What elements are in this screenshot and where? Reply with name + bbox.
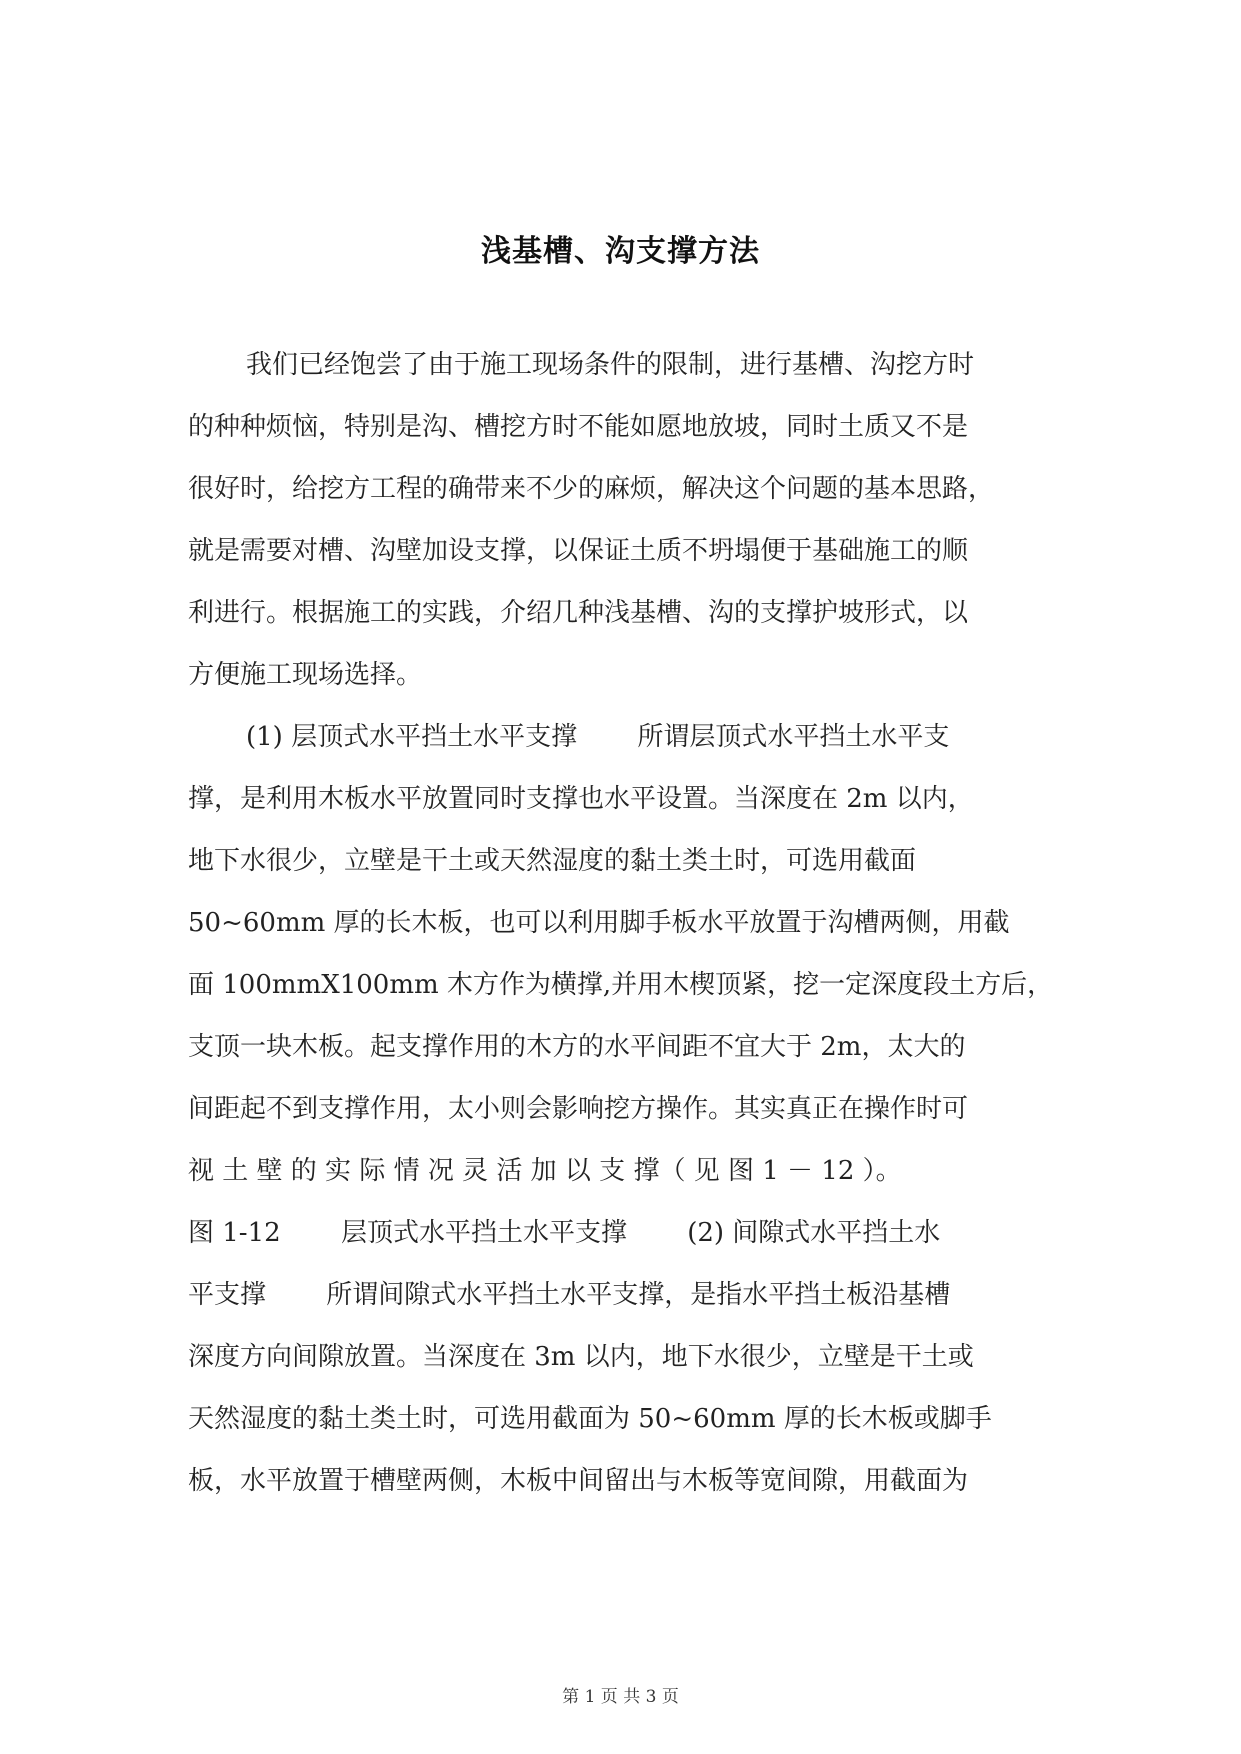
body-line: 视 土 壁 的 实 际 情 况 灵 活 加 以 支 撑（ 见 图 1 － 12 ）。 (188, 1156, 902, 1186)
body-line: 方便施工现场选择。 (188, 660, 423, 690)
body-line: 地下水很少，立壁是干土或天然湿度的黏土类土时，可选用截面 (188, 846, 917, 876)
body-line: 利进行。根据施工的实践，介绍几种浅基槽、沟的支撑护坡形式，以 (188, 598, 969, 628)
body-line: 的种种烦恼，特别是沟、槽挖方时不能如愿地放坡，同时土质又不是 (188, 412, 969, 442)
body-line: 很好时，给挖方工程的确带来不少的麻烦，解决这个问题的基本思路， (188, 474, 995, 504)
body-line: 我们已经饱尝了由于施工现场条件的限制，进行基槽、沟挖方时 (246, 350, 975, 380)
body-line: 撑，是利用木板水平放置同时支撑也水平设置。当深度在 2m 以内， (188, 784, 974, 814)
body-line: 支顶一块木板。起支撑作用的木方的水平间距不宜大于 2m，太大的 (188, 1032, 966, 1062)
page-footer: 第 1 页 共 3 页 (562, 1687, 679, 1707)
body-line: 就是需要对槽、沟壁加设支撑，以保证土质不坍塌便于基础施工的顺 (188, 536, 969, 566)
body-line: 板，水平放置于槽壁两侧，木板中间留出与木板等宽间隙，用截面为 (188, 1466, 969, 1496)
body-line: 面 100mmX100mm 木方作为横撑,并用木楔顶紧，挖一定深度段土方后， (188, 970, 1054, 1000)
body-line: 天然湿度的黏土类土时，可选用截面为 50~60mm 厚的长木板或脚手 (188, 1404, 992, 1434)
document-title: 浅基槽、沟支撑方法 (481, 234, 760, 269)
body-line: 间距起不到支撑作用，太小则会影响挖方操作。其实真正在操作时可 (188, 1094, 969, 1124)
body-line: 图 1-12 层顶式水平挡土水平支撑 (2) 间隙式水平挡土水 (188, 1218, 941, 1248)
body-line: (1) 层顶式水平挡土水平支撑 所谓层顶式水平挡土水平支 (246, 722, 950, 752)
body-line: 深度方向间隙放置。当深度在 3m 以内，地下水很少，立壁是干土或 (188, 1342, 974, 1372)
body-line: 50~60mm 厚的长木板，也可以利用脚手板水平放置于沟槽两侧，用截 (188, 908, 1010, 938)
body-line: 平支撑 所谓间隙式水平挡土水平支撑，是指水平挡土板沿基槽 (188, 1280, 951, 1310)
